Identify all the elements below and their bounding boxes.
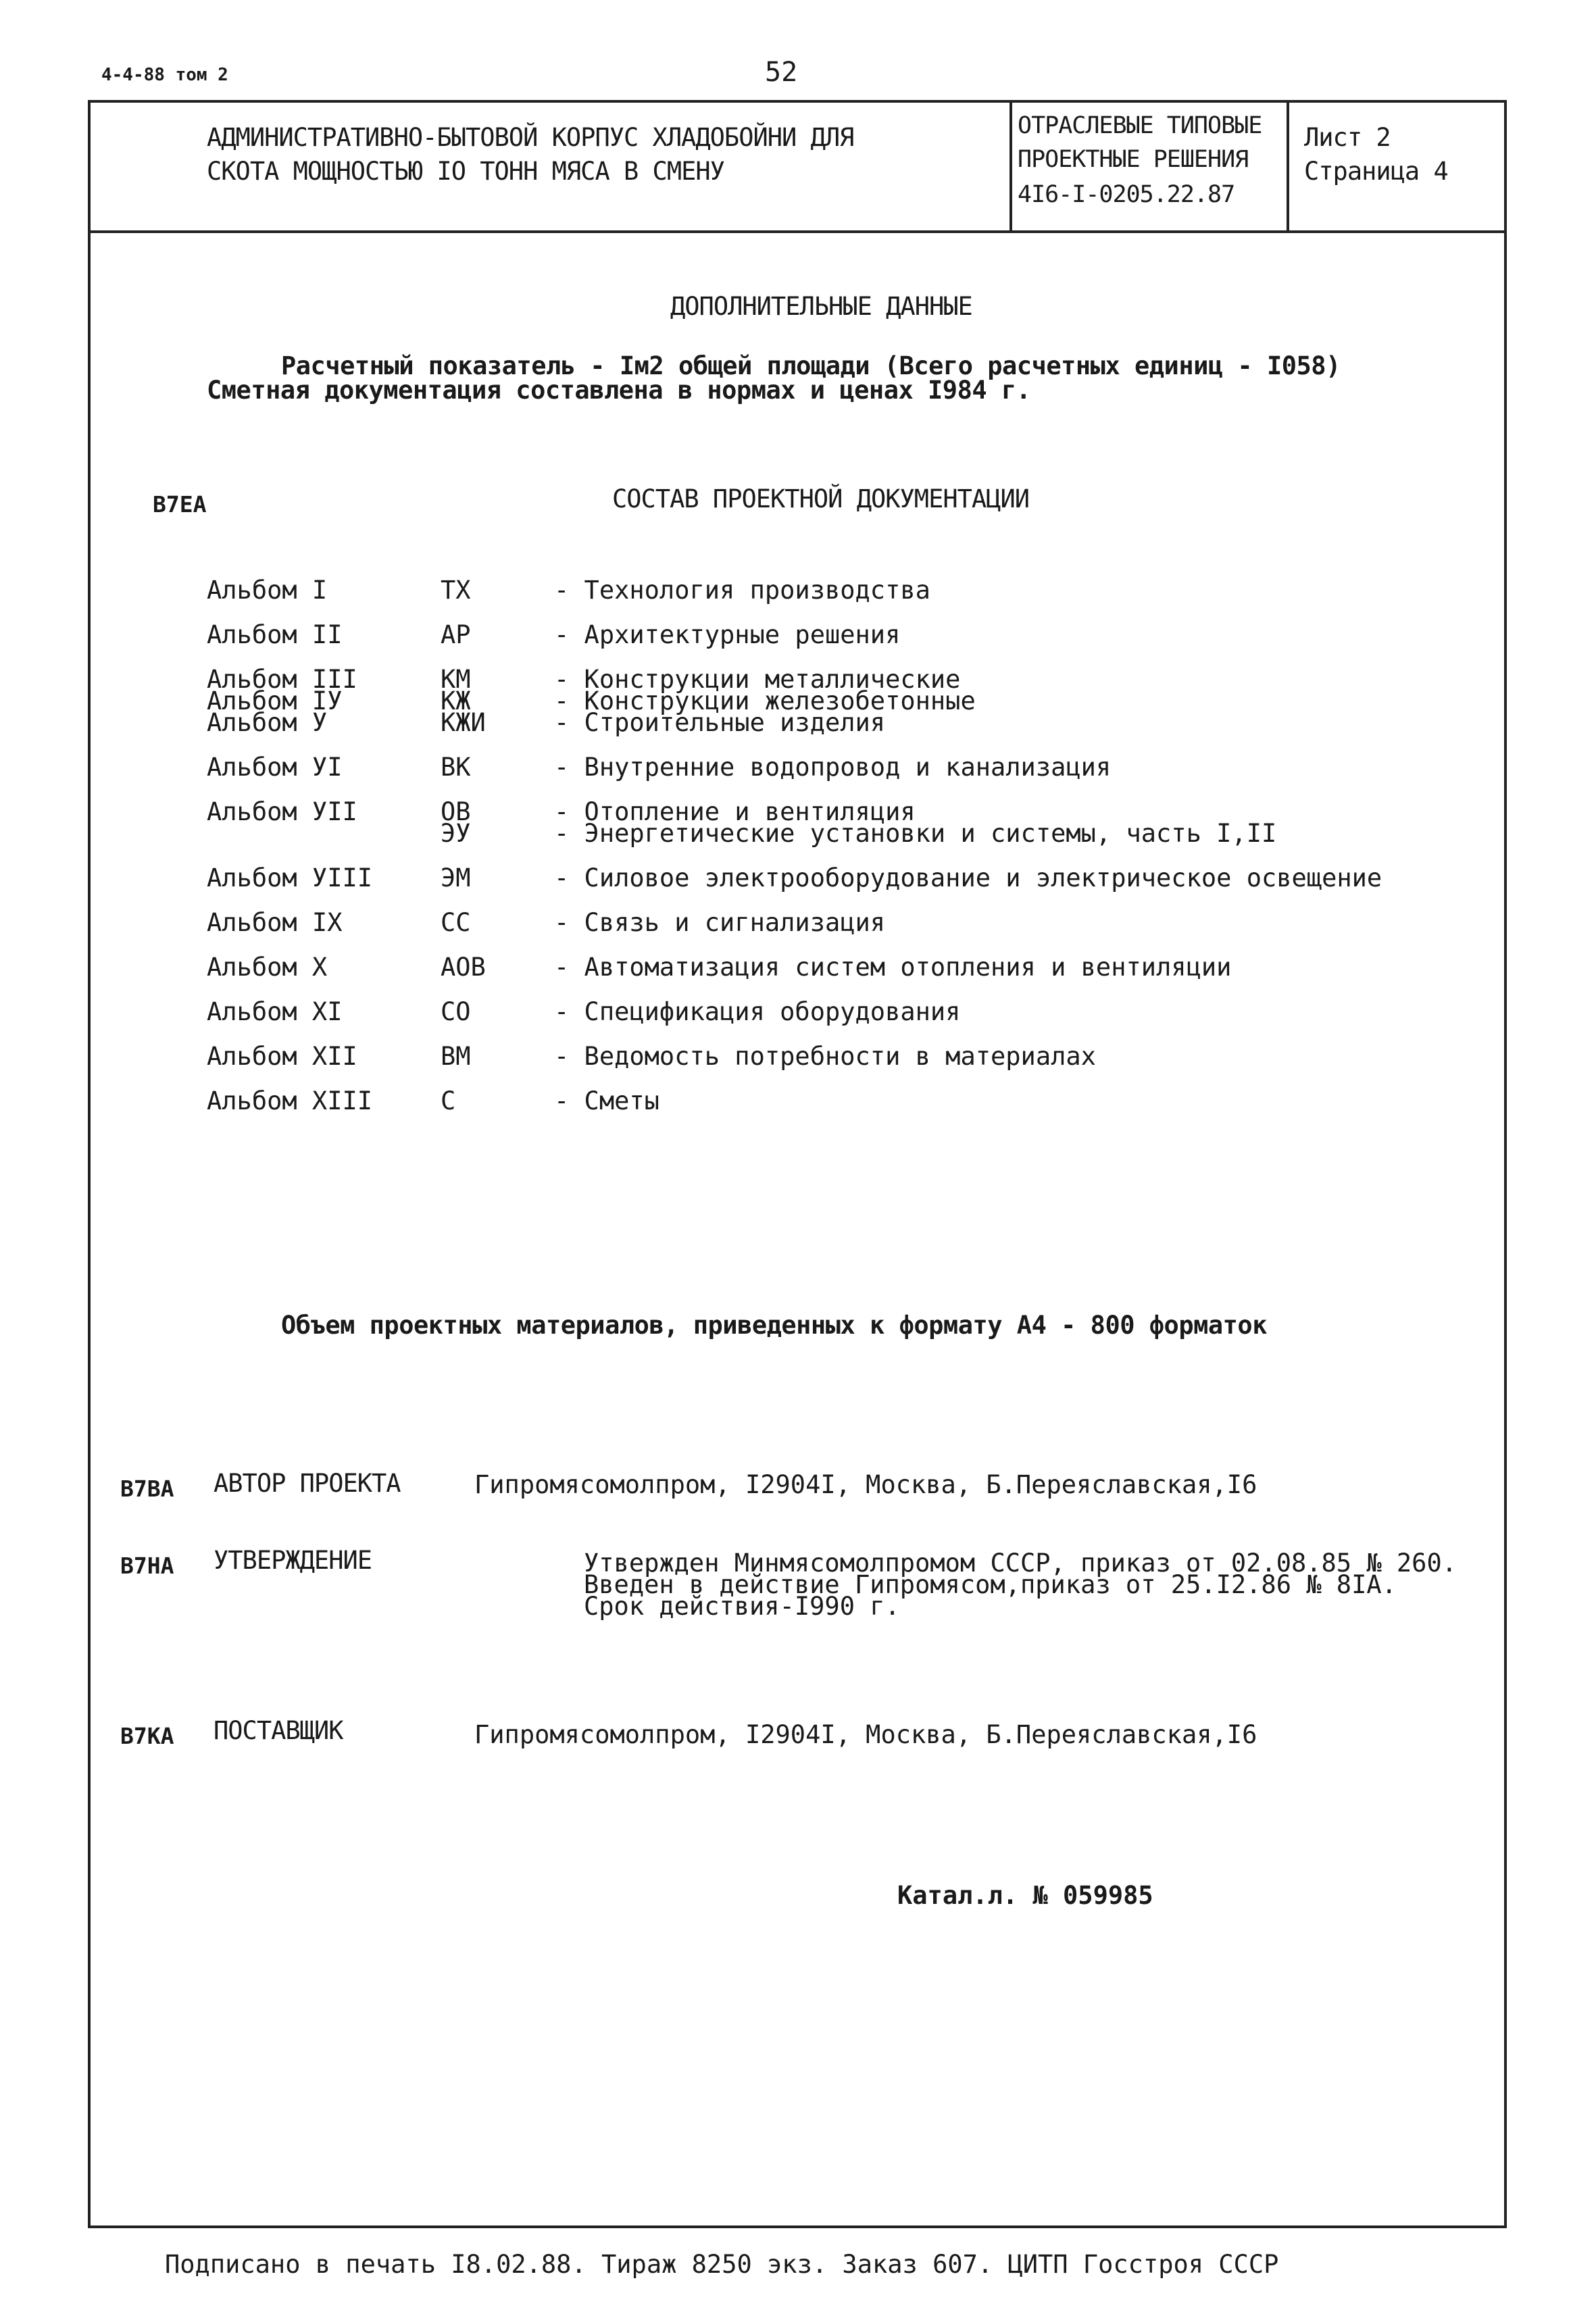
- album-description: - Конструкции металлические: [554, 665, 961, 694]
- album-mark: ЭУ: [441, 819, 471, 848]
- album-row: [91, 863, 1504, 897]
- validity-period: Срок действия-I990 г.: [584, 1592, 900, 1621]
- approval-order: Утвержден Минмясомолпромом СССР, приказ от 02.08.85 № 260.: [584, 1549, 1457, 1578]
- album-description: - Энергетические установки и системы, часть I,II: [554, 819, 1277, 848]
- album-description: - Внутренние водопровод и канализация: [554, 753, 1112, 782]
- page-number: 52: [765, 57, 798, 88]
- album-mark: КЖИ: [441, 708, 486, 737]
- album-row: [91, 708, 1504, 742]
- album-number: Альбом I: [207, 576, 328, 605]
- album-number: Альбом УII: [207, 797, 357, 826]
- album-number: Альбом IX: [207, 908, 343, 937]
- title-line-2: СКОТА МОЩНОСТЬЮ IO ТОНН МЯСА В СМЕНУ: [207, 157, 724, 186]
- composition-code: В7ЕА: [153, 491, 207, 518]
- print-imprint: Подписано в печать I8.02.88. Тираж 8250 экз. Заказ 607. ЦИТП Госстроя СССР: [165, 2250, 1279, 2279]
- album-description: - Конструкции железобетонные: [554, 686, 976, 715]
- supplier-organization: Гипромясомолпром, I2904I, Москва, Б.Переяславская,I6: [474, 1720, 1257, 1749]
- composition-heading: СОСТАВ ПРОЕКТНОЙ ДОКУМЕНТАЦИИ: [612, 484, 1030, 513]
- album-description: - Сметы: [554, 1086, 659, 1115]
- album-row: [91, 997, 1504, 1031]
- album-row: [91, 620, 1504, 654]
- album-number: Альбом УIII: [207, 863, 373, 892]
- sheet-number: Лист 2: [1304, 123, 1391, 152]
- title-block: [91, 103, 1504, 233]
- series-code: 4I6-I-0205.22.87: [1018, 181, 1235, 208]
- album-description: - Силовое электрооборудование и электрическое освещение: [554, 863, 1382, 892]
- album-number: Альбом IУ: [207, 686, 343, 715]
- materials-volume: Объем проектных материалов, приведенных к формату А4 - 800 форматок: [281, 1311, 1267, 1340]
- calculation-indicator: Расчетный показатель - Iм2 общей площади (Всего расчетных единиц - I058): [281, 351, 1341, 380]
- additional-data-heading: ДОПОЛНИТЕЛЬНЫЕ ДАННЫЕ: [670, 292, 972, 321]
- series-cell: [1012, 103, 1289, 230]
- series-line-2: ПРОЕКТНЫЕ РЕШЕНИЯ: [1018, 146, 1249, 173]
- album-row: [91, 908, 1504, 942]
- author-code: В7ВА: [120, 1476, 174, 1502]
- album-description: - Архитектурные решения: [554, 620, 901, 649]
- album-number: Альбом X: [207, 953, 328, 982]
- sheet-cell: [1289, 103, 1504, 230]
- album-mark: ВК: [441, 753, 471, 782]
- page-in-series: Страница 4: [1304, 157, 1448, 186]
- estimate-norms: Сметная документация составлена в нормах и ценах I984 г.: [207, 376, 1031, 405]
- album-mark: ТХ: [441, 576, 471, 605]
- document-reference: 4-4-88 том 2: [101, 65, 228, 85]
- album-description: - Связь и сигнализация: [554, 908, 886, 937]
- album-mark: АР: [441, 620, 471, 649]
- album-number: Альбом III: [207, 665, 357, 694]
- album-description: - Технология производства: [554, 576, 930, 605]
- album-mark: СС: [441, 908, 471, 937]
- catalog-number: Катал.л. № 059985: [897, 1881, 1153, 1910]
- document-frame: [88, 100, 1507, 2228]
- album-mark: ОВ: [441, 797, 471, 826]
- album-number: Альбом XI: [207, 997, 343, 1026]
- author-organization: Гипромясомолпром, I2904I, Москва, Б.Переяславская,I6: [474, 1470, 1257, 1499]
- series-line-1: ОТРАСЛЕВЫЕ ТИПОВЫЕ: [1018, 112, 1262, 139]
- album-mark: КЖ: [441, 686, 471, 715]
- author-label: АВТОР ПРОЕКТА: [214, 1469, 401, 1498]
- album-row: [91, 1042, 1504, 1076]
- album-row: [91, 753, 1504, 786]
- album-mark: С: [441, 1086, 456, 1115]
- album-description: - Ведомость потребности в материалах: [554, 1042, 1096, 1071]
- album-number: Альбом XIII: [207, 1086, 373, 1115]
- album-mark: ВМ: [441, 1042, 471, 1071]
- album-number: Альбом У: [207, 708, 328, 737]
- album-mark: АОВ: [441, 953, 486, 982]
- album-description: - Спецификация оборудования: [554, 997, 961, 1026]
- album-number: Альбом II: [207, 620, 343, 649]
- approval-code: В7НА: [120, 1553, 174, 1579]
- title-line-1: АДМИНИСТРАТИВНО-БЫТОВОЙ КОРПУС ХЛАДОБОЙНИ ДЛЯ: [207, 123, 854, 152]
- album-mark: КМ: [441, 665, 471, 694]
- supplier-label: ПОСТАВЩИК: [214, 1716, 343, 1745]
- album-number: Альбом XII: [207, 1042, 357, 1071]
- album-description: - Отопление и вентиляция: [554, 797, 916, 826]
- title-cell: [91, 103, 1012, 230]
- album-mark: ЭМ: [441, 863, 471, 892]
- album-description: - Автоматизация систем отопления и вентиляции: [554, 953, 1232, 982]
- supplier-code: В7КА: [120, 1723, 174, 1749]
- album-row: [91, 953, 1504, 986]
- album-description: - Строительные изделия: [554, 708, 886, 737]
- album-row: [91, 1086, 1504, 1120]
- enactment-order: Введен в действие Гипромясом,приказ от 25.I2.86 № 8IА.: [584, 1570, 1397, 1599]
- approval-label: УТВЕРЖДЕНИЕ: [214, 1546, 372, 1575]
- album-number: Альбом УI: [207, 753, 343, 782]
- album-row: [91, 819, 1504, 853]
- album-row: [91, 576, 1504, 609]
- album-mark: СО: [441, 997, 471, 1026]
